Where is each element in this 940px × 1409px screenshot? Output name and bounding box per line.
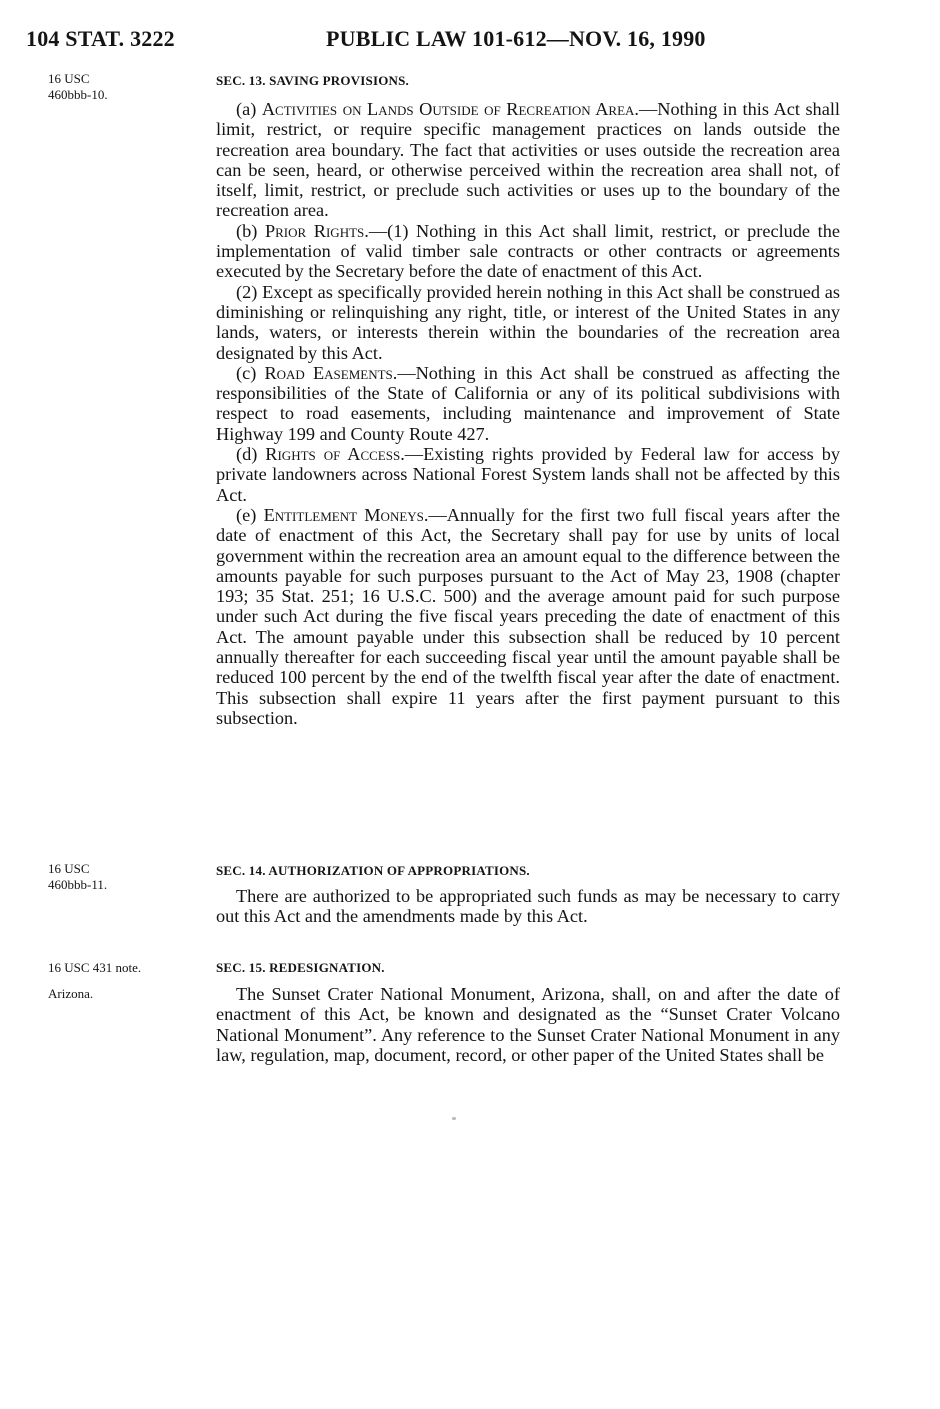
section-13-heading: SEC. 13. SAVING PROVISIONS. [216,73,409,88]
section-15-heading: SEC. 15. REDESIGNATION. [216,960,385,975]
margin-note-sec15: 16 USC 431 note. [48,960,142,975]
section-14-heading: SEC. 14. AUTHORIZATION OF APPROPRIATIONS. [216,863,530,878]
subsection-a [216,99,840,221]
subsection-a-heading: Activities on Lands Outside of Recreation Area. [261,99,640,119]
margin-note-line: 16 USC [48,71,90,86]
section-14-body [216,886,840,927]
subsection-b-heading: Prior Rights. [264,220,369,241]
subsection-c [216,363,840,444]
subsection-a-text: —Nothing in this Act shall limit, restrict, or require specific management practices on lands outside the recreation area boundary. The fact that activities or uses outside the recreation area can be seen, heard, or otherwise perceived within the recreation area shall not, of itself, limit, restrict, or preclude such activities or uses up to the boundary of the recreation area. [216,99,840,221]
subsection-a-label: (a) [236,99,262,119]
subsection-c-text: —Nothing in this Act shall be construed as affecting the responsibilities of the State of California or any of its political subdivisions with respect to road easements, including maintenance and improvement of State Highway 199 and County Route 427. [216,362,840,444]
margin-note-line: 460bbb-10. [48,87,108,102]
section-14-text: There are authorized to be appropriated such funds as may be necessary to carry out this Act and the amendments made by this Act. [216,886,840,927]
subsection-b [216,221,840,282]
subsection-d-label: (d) [236,444,266,465]
margin-note-arizona: Arizona. [48,986,94,1001]
section-15-text: The Sunset Crater National Monument, Arizona, shall, on and after the date of enactment of this Act, be known and designated as the “Sunset Crater Volcano National Monument”. Any reference to the Sunset Crater National Monument in any law, regulation, map, document, record, or other paper of the United States shall be [216,984,840,1065]
margin-note-line: 460bbb-11. [48,877,108,892]
subsection-d-text: —Existing rights provided by Federal law for access by private landowners across National Forest System lands shall not be affected by this Act. [216,444,841,505]
public-law-title: PUBLIC LAW 101-612—NOV. 16, 1990 [326,26,706,51]
subsection-b-text: —(1) Nothing in this Act shall limit, restrict, or preclude the implementation of valid timber sale contracts or other contracts or agreements executed by the Secretary before the date of enactment of this Act. [216,220,840,282]
subsection-d-heading: Rights of Access. [265,444,405,465]
subsection-b2: (2) Except as specifically provided herein nothing in this Act shall be construed as diminishing or relinquishing any right, title, or interest of the United States in any lands, waters, or interests therein within the boundaries of the recreation area designated by this Act. [216,281,840,363]
subsection-b-label: (b) [236,220,265,241]
section-15-body [216,984,840,1065]
subsection-c-label: (c) [236,362,265,383]
page-header [26,26,826,56]
stat-page-number: 104 STAT. 3222 [26,26,175,51]
margin-note-line: 16 USC [48,861,90,876]
subsection-d [216,444,840,505]
section-13-body [216,99,840,728]
subsection-e-label: (e) [236,504,264,525]
subsection-e-text: —Annually for the first two full fiscal years after the date of enactment of this Act, the Secretary shall pay for use by units of local government within the recreation area an amount equal to the difference between the amounts payable for such purposes pursuant to the Act of May 23, 1908 (chapter 193; 35 Stat. 251; 16 U.S.C. 500) and the average amount paid for such purpose under such Act during the five fiscal years preceding the date of enactment of this Act. The amount payable under this subsection shall be reduced by 10 percent annually thereafter for each succeeding fiscal year until the amount payable shall be reduced 100 percent by the end of the twelfth fiscal year after the date of enactment. This subsection shall expire 11 years after the first payment pursuant to this subsection. [216,504,840,728]
margin-note-sec14 [48,861,198,893]
scan-speck [452,1117,456,1120]
subsection-e [216,505,840,728]
margin-note-sec13 [48,71,198,103]
subsection-c-heading: Road Easements. [264,362,398,383]
subsection-e-heading: Entitlement Moneys. [263,504,429,525]
